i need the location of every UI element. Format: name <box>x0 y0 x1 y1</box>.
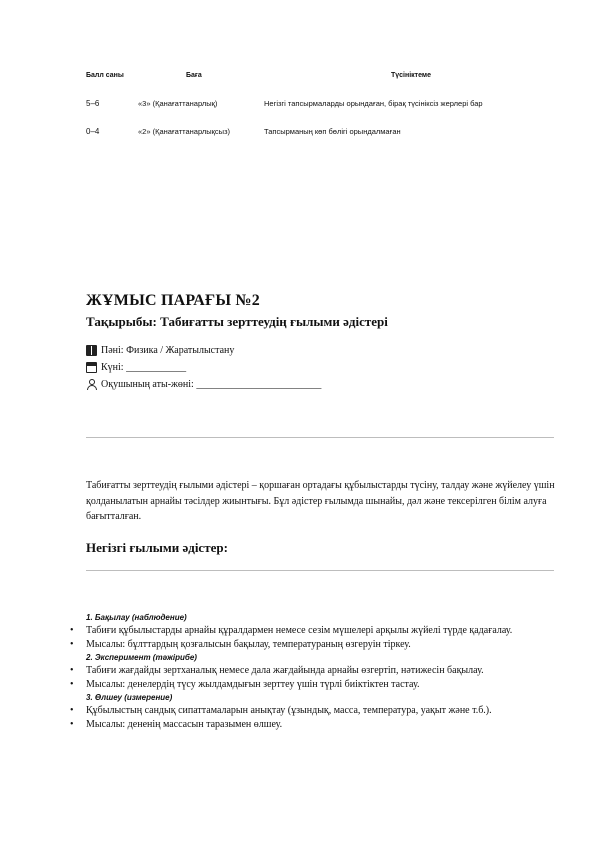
student-text: Оқушының аты-жөні: _________________________ <box>101 379 322 390</box>
list-item <box>70 664 556 678</box>
bullet-icon: • <box>70 665 74 676</box>
divider <box>86 437 554 438</box>
table-header <box>86 58 558 92</box>
list-item-text: Табиғи құбылыстарды арнайы құралдармен немесе сезім мүшелері арқылы жүйелі түрде қадағалау. <box>86 625 513 636</box>
row-points: 5–6 <box>86 99 100 108</box>
table-row <box>86 98 558 110</box>
bullet-icon: • <box>70 679 74 690</box>
methods-list <box>70 612 556 732</box>
worksheet-title: ЖҰМЫС ПАРАҒЫ №2 <box>86 292 260 309</box>
list-item <box>70 718 556 732</box>
bullet-icon: • <box>70 719 74 730</box>
worksheet-subtitle: Тақырыбы: Табиғатты зерттеудің ғылыми әдістері <box>86 314 388 329</box>
header-comment: Түсініктеме <box>391 71 431 79</box>
bullet-icon: • <box>70 639 74 650</box>
method-heading: 3. Өлшеу (измерение) <box>86 693 173 702</box>
user-icon <box>86 379 97 390</box>
calendar-icon <box>86 362 97 373</box>
list-item <box>70 624 556 638</box>
subject-line <box>86 345 234 356</box>
bullet-icon: • <box>70 705 74 716</box>
subject-text: Пәні: Физика / Жаратылыстану <box>101 345 235 356</box>
table-row <box>86 126 558 138</box>
list-item <box>70 678 556 692</box>
section-heading: Негізгі ғылыми әдістер: <box>86 540 228 555</box>
divider <box>86 570 554 571</box>
list-item-text: Табиғи жағдайды зертханалық немесе дала жағдайында арнайы өзгертіп, нәтижесін бақылау. <box>86 665 484 676</box>
date-text: Күні: ____________ <box>101 362 187 373</box>
list-item <box>70 704 556 718</box>
method-heading: 1. Бақылау (наблюдение) <box>86 613 187 622</box>
row-points: 0–4 <box>86 127 100 136</box>
row-comment: Негізгі тапсырмаларды орындаған, бірақ түсініксіз жерлері бар <box>264 99 483 108</box>
student-line <box>86 379 321 390</box>
bullet-icon: • <box>70 625 74 636</box>
method-heading: 2. Эксперимент (тәжірибе) <box>86 653 197 662</box>
header-points: Балл саны <box>86 71 124 79</box>
list-item <box>70 638 556 652</box>
date-line <box>86 362 186 373</box>
header-grade: Баға <box>186 71 202 79</box>
grading-table <box>86 58 558 138</box>
row-comment: Тапсырманың көп бөлігі орындалмаған <box>264 127 401 136</box>
row-grade: «3» (Қанағаттанарлық) <box>138 99 218 108</box>
book-icon <box>86 345 97 356</box>
list-item-text: Құбылыстың сандық сипаттамаларын анықтау (ұзындық, масса, температура, уақыт және т.б.). <box>86 705 492 716</box>
list-item-text: Мысалы: денелердің түсу жылдамдығын зерттеу үшін түрлі биіктіктен тастау. <box>86 679 420 690</box>
list-item-text: Мысалы: дененің массасын таразымен өлшеу. <box>86 719 283 730</box>
list-item-text: Мысалы: бұлттардың қозғалысын бақылау, температураның өзгеруін тіркеу. <box>86 639 411 650</box>
intro-paragraph: Табиғатты зерттеудің ғылыми әдістері – қоршаған ортадағы құбылыстарды түсіну, талдау және жүйелеу үшін қолданылатын арнайы тәсілдер жиынтығы. Бұл әдістер ғылымда шынайы, дәл және тексерілген білім алуға бағытталған. <box>86 480 555 522</box>
row-grade: «2» (Қанағаттанарлықсыз) <box>138 127 230 136</box>
